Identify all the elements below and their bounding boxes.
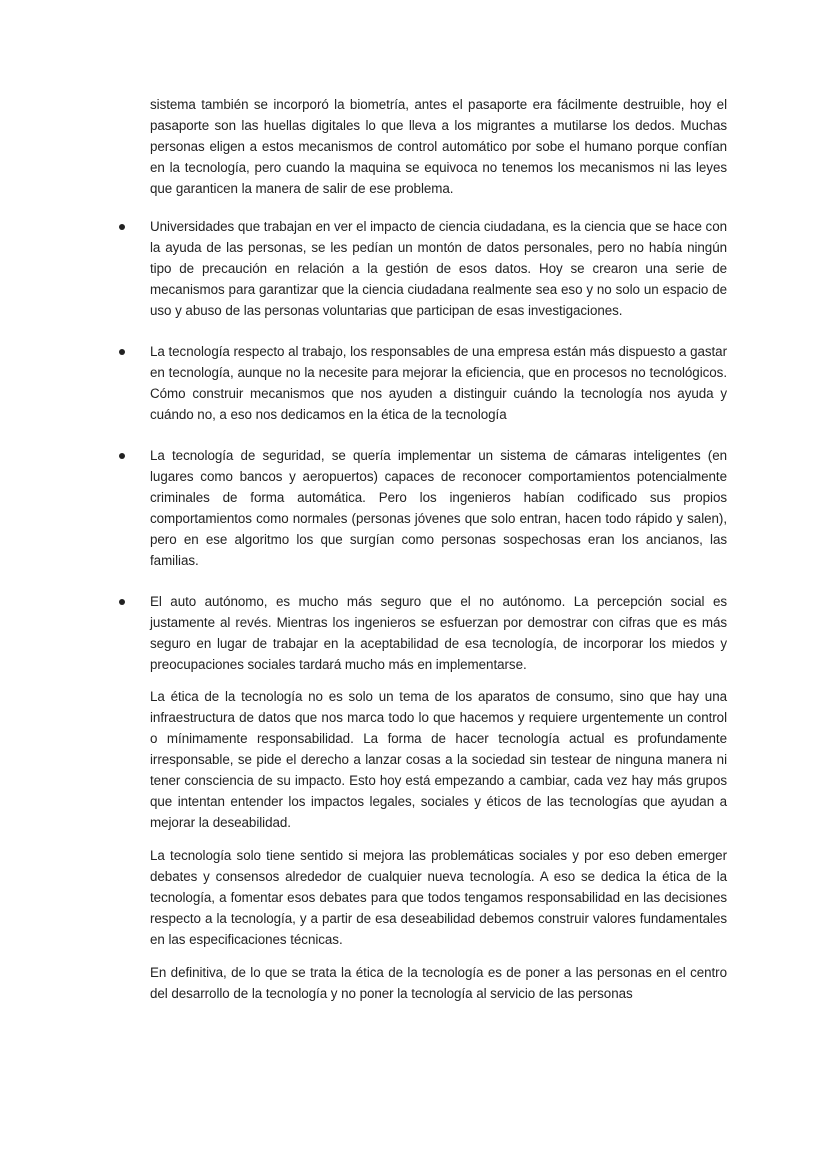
bullet-text: La tecnología de seguridad, se quería implementar un sistema de cámaras inteligentes (en lugares como bancos y aeropuertos) capaces de reconocer comportamientos potencialmente criminales de forma automática. Pero los ingenieros habían codificado sus propios comportamientos como normales (personas jóvenes que solo entran, hacen todo rápido y salen), pero en ese algoritmo los que surgían como personas sospechosas eran los ancianos, las familias. xyxy=(150,448,727,568)
bullet-text: El auto autónomo, es mucho más seguro que el no autónomo. La percepción social es justamente al revés. Mientras los ingenieros se esfuerzan por demostrar con cifras que es más seguro en lugar de trabajar en la aceptabilidad de esa tecnología, de incorporar los miedos y preocupaciones sociales tardará mucho más en implementarse. xyxy=(150,594,727,672)
bullet-item-citizen-science xyxy=(150,216,727,321)
paragraph-infrastructure: La ética de la tecnología no es solo un tema de los aparatos de consumo, sino que hay una infraestructura de datos que nos marca todo lo que hacemos y requiere urgentemente un control o mínimamente responsabilidad. La forma de hacer tecnología actual es profundamente irresponsable, se pide el derecho a lanzar cosas a la sociedad sin testear de ninguna manera ni tener consciencia de su impacto. Esto hoy está empezando a cambiar, cada vez hay más grupos que intentan entender los impactos legales, sociales y éticos de las tecnologías que ayudan a mejorar la deseabilidad. xyxy=(150,689,727,830)
bullet-text: La tecnología respecto al trabajo, los responsables de una empresa están más dispuesto a gastar en tecnología, aunque no la necesite para mejorar la eficiencia, que en procesos no tecnológicos. Cómo construir mecanismos que nos ayuden a distinguir cuándo la tecnología nos ayuda y cuándo no, a eso nos dedicamos en la ética de la tecnología xyxy=(150,344,727,422)
document-body xyxy=(150,94,727,1016)
bullet-list xyxy=(150,216,727,675)
bullet-icon xyxy=(119,599,125,605)
bullet-icon xyxy=(119,453,125,459)
bullet-text: Universidades que trabajan en ver el impacto de ciencia ciudadana, es la ciencia que se hace con la ayuda de las personas, se les pedían un montón de datos personales, pero no había ningún tipo de precaución en relación a la gestión de esos datos. Hoy se crearon una serie de mecanismos para garantizar que la ciencia ciudadana realmente sea eso y no solo un espacio de uso y abuso de las personas voluntarias que participan de esas investigaciones. xyxy=(150,219,727,318)
paragraph-conclusion: En definitiva, de lo que se trata la ética de la tecnología es de poner a las personas en el centro del desarrollo de la tecnología y no poner la tecnología al servicio de las personas xyxy=(150,965,727,1001)
bullet-item-autonomous-car xyxy=(150,591,727,675)
paragraph-social-debate: La tecnología solo tiene sentido si mejora las problemáticas sociales y por eso deben emerger debates y consensos alrededor de cualquier nueva tecnología. A eso se dedica la ética de la tecnología, a fomentar esos debates para que todos tengamos responsabilidad en las decisiones respecto a la tecnología, y a partir de esa deseabilidad debemos construir valores fundamentales en las especificaciones técnicas. xyxy=(150,848,727,947)
bullet-icon xyxy=(119,349,125,355)
intro-paragraph: sistema también se incorporó la biometría, antes el pasaporte era fácilmente destruible, hoy el pasaporte son las huellas digitales lo que lleva a los migrantes a mutilarse los dedos. Muchas personas eligen a estos mecanismos de control automático por sobe el humano porque confían en la tecnología, pero cuando la maquina se equivoca no tenemos los mecanismos ni las leyes que garanticen la manera de salir de ese problema. xyxy=(150,97,727,196)
bullet-icon xyxy=(119,224,125,230)
bullet-item-work-technology xyxy=(150,341,727,425)
bullet-item-security-technology xyxy=(150,445,727,571)
